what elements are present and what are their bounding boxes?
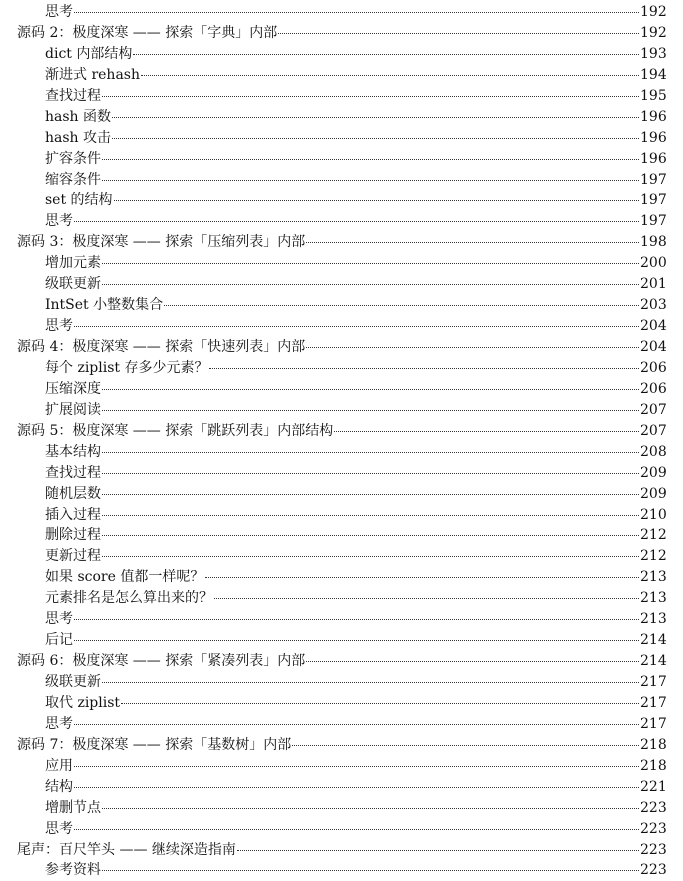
dot-leader: [112, 117, 639, 118]
toc-page-number: 217: [640, 674, 667, 690]
toc-section-entry[interactable]: [0, 567, 683, 588]
toc-page-number: 223: [640, 862, 667, 879]
toc-page-number: 223: [640, 799, 667, 816]
toc-page-number: 212: [640, 527, 667, 544]
toc-entry-title: 源码 2：极度深寒 —— 探索「字典」内部: [17, 24, 278, 41]
toc-entry-title: 思考: [45, 318, 73, 335]
dot-leader: [102, 870, 639, 871]
toc-section-entry[interactable]: [0, 525, 683, 546]
toc-entry-title: 查找过程: [45, 87, 101, 104]
toc-page-number: 218: [640, 736, 667, 753]
dot-leader: [102, 180, 639, 181]
dot-leader: [306, 347, 639, 348]
toc-entry-title: 查找过程: [45, 464, 101, 481]
dot-leader: [102, 682, 639, 683]
toc-entry-title: 压缩深度: [45, 380, 101, 397]
toc-chapter-entry[interactable]: [0, 651, 683, 672]
dot-leader: [112, 138, 639, 139]
toc-page-number: 192: [640, 4, 667, 20]
toc-entry-title: 源码 3：极度深寒 —— 探索「压缩列表」内部: [17, 234, 306, 251]
toc-chapter-entry[interactable]: [0, 735, 683, 756]
dot-leader: [205, 577, 639, 578]
toc-page-number: 201: [640, 276, 667, 293]
toc-section-entry[interactable]: [0, 358, 683, 379]
toc-entry-title: IntSet 小整数集合: [45, 297, 164, 314]
toc-entry-title: set 的结构: [45, 192, 113, 209]
toc-entry-title: 扩容条件: [45, 150, 101, 167]
toc-entry-title: 增加元素: [45, 255, 101, 272]
toc-entry-title: 更新过程: [45, 548, 101, 565]
toc-entry-title: 元素排名是怎么算出来的？: [45, 590, 213, 607]
dot-leader: [102, 389, 639, 390]
toc-section-entry[interactable]: [0, 400, 683, 421]
toc-entry-title: 每个 ziplist 存多少元素？: [45, 359, 209, 376]
toc-entry-title: 级联更新: [45, 674, 101, 690]
toc-section-entry[interactable]: [0, 484, 683, 505]
table-of-contents: [0, 2, 683, 881]
toc-page-number: 221: [640, 778, 667, 795]
dot-leader: [74, 724, 639, 725]
toc-page-number: 212: [640, 548, 667, 565]
toc-entry-title: 尾声：百尺竿头 —— 继续深造指南: [17, 841, 236, 858]
dot-leader: [121, 703, 639, 704]
toc-section-entry[interactable]: [0, 170, 683, 191]
toc-page-number: 196: [640, 150, 667, 167]
toc-page-number: 197: [640, 171, 667, 188]
toc-page-number: 194: [640, 66, 667, 83]
toc-section-entry[interactable]: [0, 128, 683, 149]
toc-section-entry[interactable]: [0, 609, 683, 630]
toc-section-entry[interactable]: [0, 505, 683, 526]
toc-section-entry[interactable]: [0, 379, 683, 400]
toc-page-number: 200: [640, 255, 667, 272]
toc-entry-title: 参考资料: [45, 862, 101, 879]
toc-section-entry[interactable]: [0, 86, 683, 107]
dot-leader: [102, 808, 639, 809]
dot-leader: [133, 54, 639, 55]
dot-leader: [74, 619, 639, 620]
toc-section-entry[interactable]: [0, 860, 683, 881]
toc-section-entry[interactable]: [0, 463, 683, 484]
dot-leader: [102, 452, 639, 453]
toc-section-entry[interactable]: [0, 798, 683, 819]
toc-page-number: 195: [640, 87, 667, 104]
toc-page-number: 214: [640, 632, 667, 649]
dot-leader: [74, 326, 639, 327]
toc-section-entry[interactable]: [0, 756, 683, 777]
dot-leader: [306, 661, 639, 662]
toc-entry-title: 如果 score 值都一样呢？: [45, 569, 205, 586]
toc-page-number: 206: [640, 380, 667, 397]
toc-page-number: 210: [640, 506, 667, 523]
dot-leader: [102, 556, 639, 557]
dot-leader: [102, 473, 639, 474]
dot-leader: [164, 305, 639, 306]
toc-entry-title: 后记: [45, 632, 73, 649]
toc-page-number: 196: [640, 108, 667, 125]
toc-chapter-entry[interactable]: [0, 337, 683, 358]
toc-entry-title: 插入过程: [45, 506, 101, 523]
toc-entry-title: dict 内部结构: [45, 45, 133, 62]
toc-entry-title: 思考: [45, 213, 73, 230]
toc-section-entry[interactable]: [0, 777, 683, 798]
toc-section-entry[interactable]: [0, 295, 683, 316]
toc-page-number: 209: [640, 485, 667, 502]
toc-entry-title: 扩展阅读: [45, 401, 101, 418]
toc-page-number: 204: [640, 339, 667, 355]
toc-page-number: 193: [640, 45, 667, 62]
toc-section-entry[interactable]: [0, 190, 683, 211]
dot-leader: [292, 745, 639, 746]
toc-entry-title: 随机层数: [45, 485, 101, 502]
toc-section-entry[interactable]: [0, 274, 683, 295]
toc-section-entry[interactable]: [0, 672, 683, 693]
toc-section-entry[interactable]: [0, 65, 683, 86]
dot-leader: [102, 410, 639, 411]
toc-entry-title: 删除过程: [45, 527, 101, 544]
toc-entry-title: 增删节点: [45, 799, 101, 816]
toc-entry-title: 思考: [45, 715, 73, 732]
dot-leader: [74, 12, 639, 13]
toc-page-number: 213: [640, 611, 667, 628]
toc-page-number: 204: [640, 318, 667, 335]
toc-page-number: 203: [640, 297, 667, 314]
toc-section-entry[interactable]: [0, 819, 683, 840]
toc-entry-title: 结构: [45, 778, 73, 795]
dot-leader: [74, 221, 639, 222]
dot-leader: [74, 766, 639, 767]
toc-section-entry[interactable]: [0, 546, 683, 567]
toc-section-entry[interactable]: [0, 442, 683, 463]
dot-leader: [102, 263, 639, 264]
toc-entry-title: 思考: [45, 820, 73, 837]
toc-entry-title: 源码 5：极度深寒 —— 探索「跳跃列表」内部结构: [17, 422, 334, 439]
toc-page-number: 198: [640, 234, 667, 251]
dot-leader: [102, 159, 639, 160]
toc-page-number: 197: [640, 213, 667, 230]
dot-leader: [278, 33, 639, 34]
toc-section-entry[interactable]: [0, 714, 683, 735]
toc-entry-title: 源码 6：极度深寒 —— 探索「紧凑列表」内部: [17, 653, 306, 670]
toc-entry-title: 源码 4：极度深寒 —— 探索「快速列表」内部: [17, 339, 306, 355]
toc-entry-title: 缩容条件: [45, 171, 101, 188]
toc-page-number: 217: [640, 715, 667, 732]
toc-section-entry[interactable]: [0, 107, 683, 128]
dot-leader: [141, 75, 639, 76]
toc-page-number: 218: [640, 757, 667, 774]
toc-entry-title: hash 攻击: [45, 129, 112, 146]
toc-page-number: 223: [640, 841, 667, 858]
toc-page-number: 207: [640, 401, 667, 418]
toc-page-number: 192: [640, 24, 667, 41]
toc-entry-title: 基本结构: [45, 443, 101, 460]
toc-page-number: 223: [640, 820, 667, 837]
dot-leader: [102, 284, 639, 285]
dot-leader: [306, 242, 639, 243]
dot-leader: [114, 200, 639, 201]
toc-section-entry[interactable]: [0, 2, 683, 23]
toc-page-number: 213: [640, 569, 667, 586]
toc-entry-title: 应用: [45, 757, 73, 774]
dot-leader: [74, 787, 639, 788]
dot-leader: [237, 850, 639, 851]
toc-page-number: 207: [640, 422, 667, 439]
toc-chapter-entry[interactable]: [0, 840, 683, 861]
toc-page-number: 217: [640, 694, 667, 711]
dot-leader: [214, 598, 639, 599]
dot-leader: [102, 494, 639, 495]
toc-entry-title: 取代 ziplist: [45, 694, 121, 711]
toc-page-number: 214: [640, 653, 667, 670]
toc-section-entry[interactable]: [0, 253, 683, 274]
toc-section-entry[interactable]: [0, 588, 683, 609]
toc-entry-title: 源码 7：极度深寒 —— 探索「基数树」内部: [17, 736, 292, 753]
dot-leader: [102, 96, 639, 97]
dot-leader: [74, 640, 639, 641]
toc-entry-title: 思考: [45, 611, 73, 628]
toc-chapter-entry[interactable]: [0, 23, 683, 44]
toc-entry-title: hash 函数: [45, 108, 112, 125]
toc-page-number: 208: [640, 443, 667, 460]
toc-section-entry[interactable]: [0, 44, 683, 65]
toc-section-entry[interactable]: [0, 630, 683, 651]
toc-chapter-entry[interactable]: [0, 421, 683, 442]
toc-section-entry[interactable]: [0, 211, 683, 232]
toc-entry-title: 级联更新: [45, 276, 101, 293]
toc-section-entry[interactable]: [0, 316, 683, 337]
dot-leader: [209, 368, 639, 369]
toc-page-number: 197: [640, 192, 667, 209]
dot-leader: [74, 829, 639, 830]
toc-page-number: 196: [640, 129, 667, 146]
toc-chapter-entry[interactable]: [0, 232, 683, 253]
toc-entry-title: 思考: [45, 4, 73, 20]
toc-page-number: 213: [640, 590, 667, 607]
toc-page-number: 206: [640, 359, 667, 376]
toc-page-number: 209: [640, 464, 667, 481]
toc-entry-title: 渐进式 rehash: [45, 66, 140, 83]
toc-section-entry[interactable]: [0, 693, 683, 714]
dot-leader: [334, 431, 639, 432]
dot-leader: [102, 535, 639, 536]
dot-leader: [102, 515, 639, 516]
toc-section-entry[interactable]: [0, 149, 683, 170]
